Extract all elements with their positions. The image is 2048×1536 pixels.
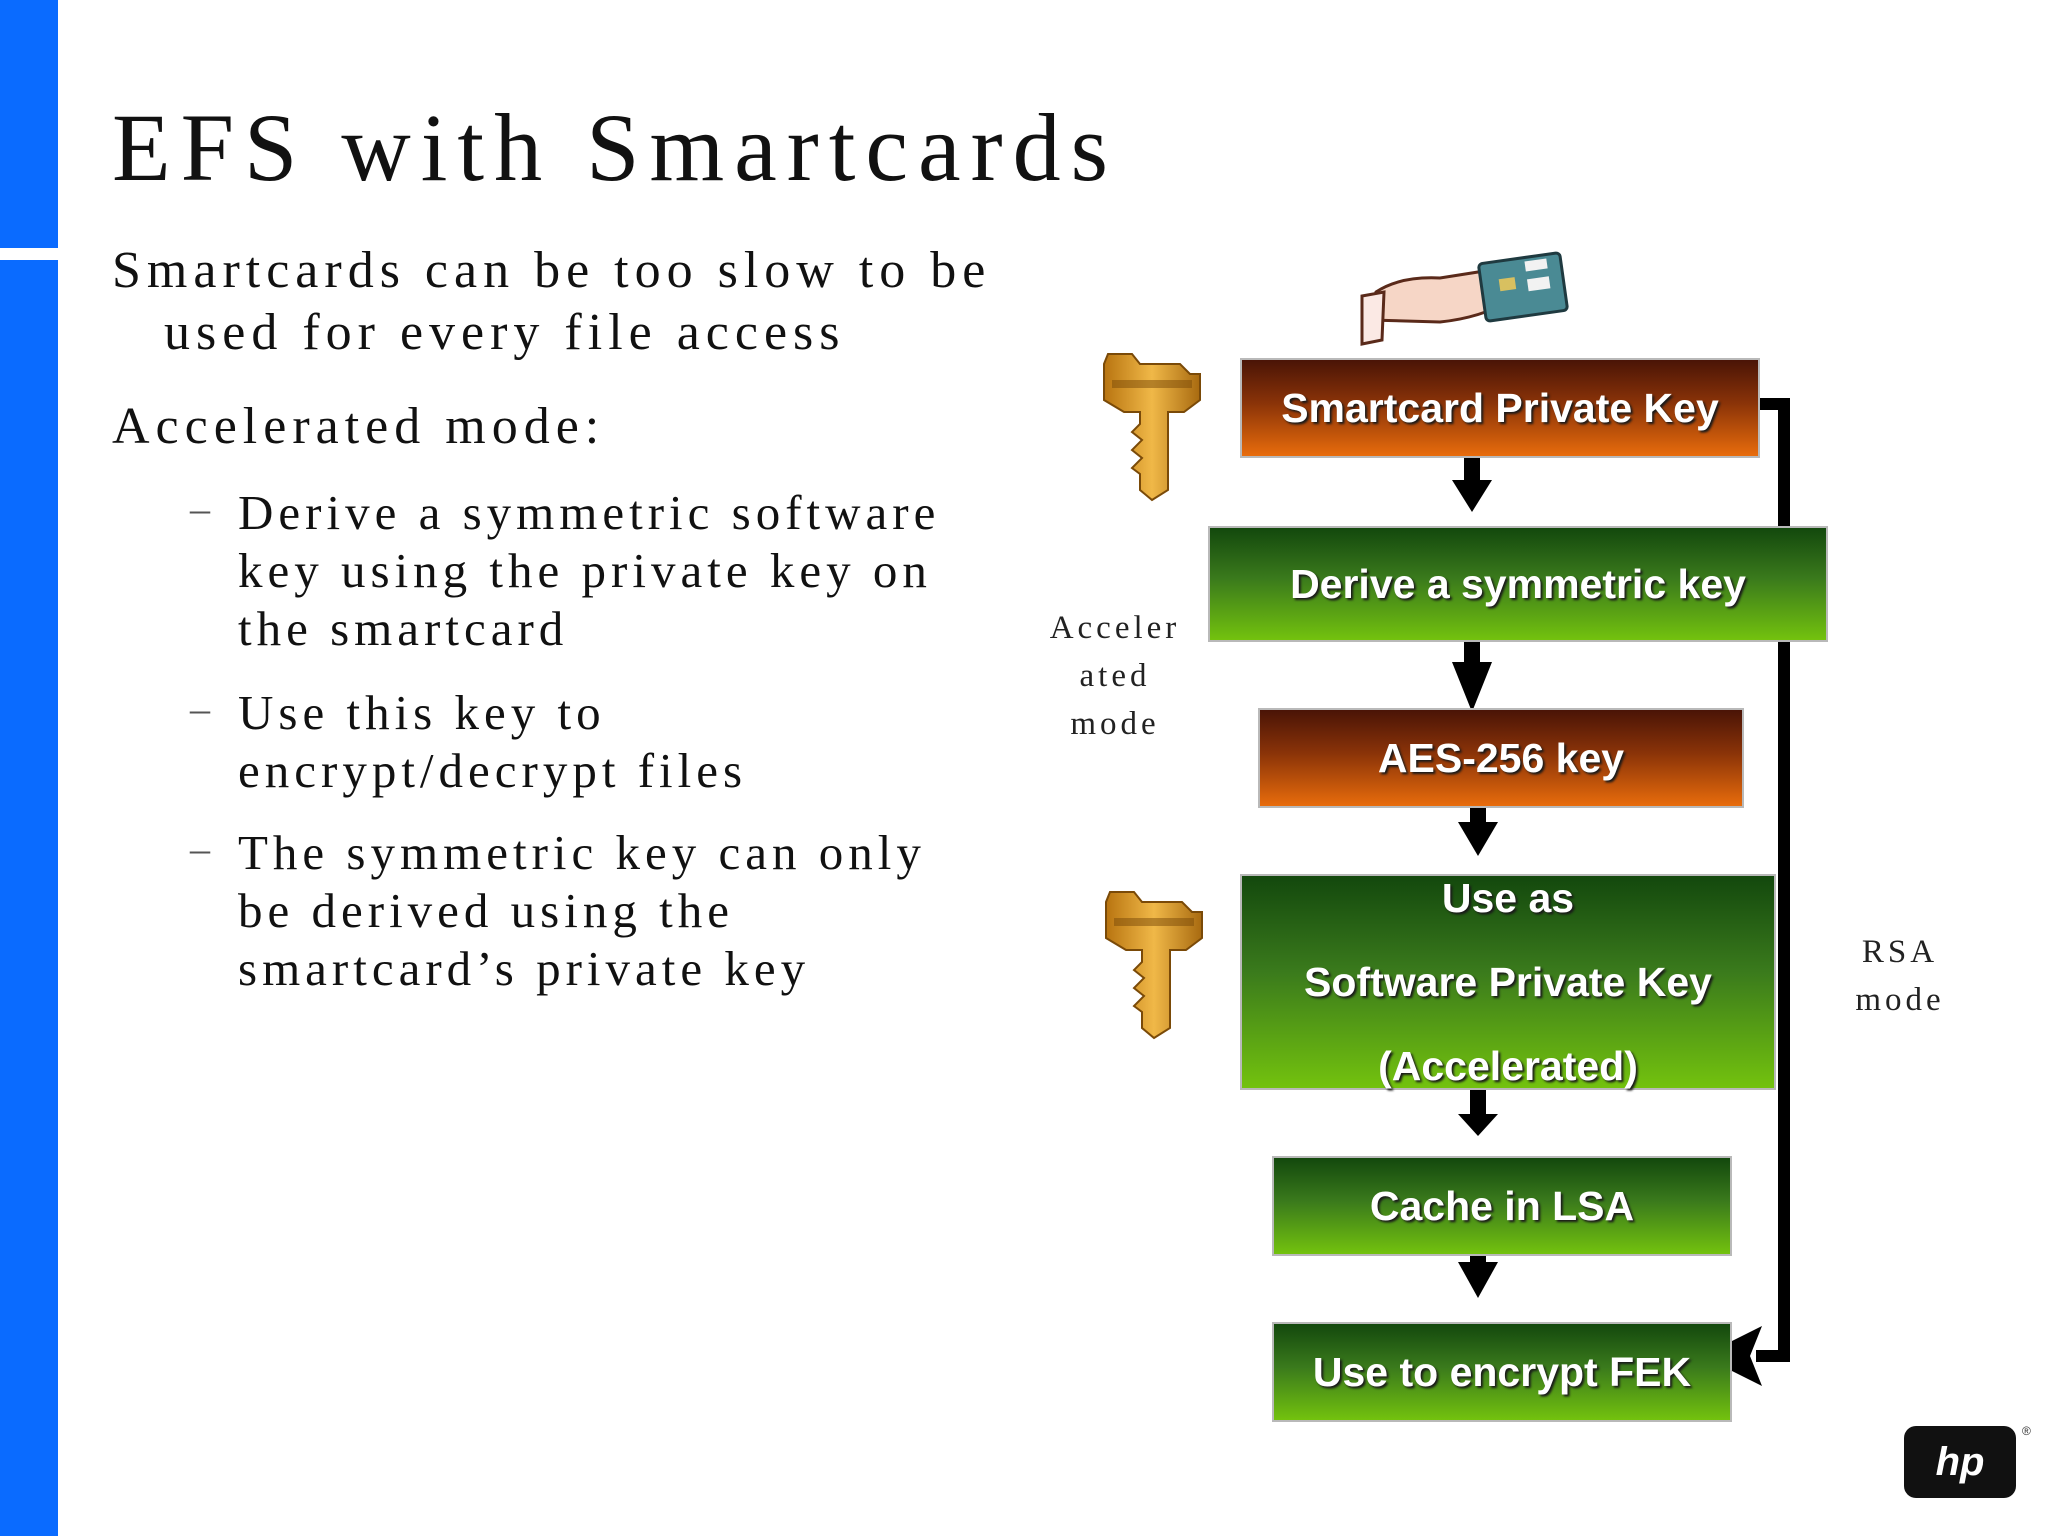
box-label: Use to encrypt FEK xyxy=(1312,1348,1692,1395)
box-smartcard-private-key xyxy=(1240,358,1760,458)
sub-bullet-text: The symmetric key can only be derived using the smartcard’s private key xyxy=(238,825,926,996)
sub-bullet-text: Derive a symmetric software key using the private key on the smartcard xyxy=(238,485,941,656)
hp-logo-icon xyxy=(1904,1426,2016,1498)
slide-title: EFS with Smartcards xyxy=(112,94,1118,201)
box-aes-256-key xyxy=(1258,708,1744,808)
box-label: Cache in LSA xyxy=(1369,1182,1635,1229)
down-arrow-icon xyxy=(1452,454,1492,512)
box-label: Smartcard Private Key xyxy=(1281,384,1719,431)
box-use-to-encrypt-fek xyxy=(1272,1322,1732,1422)
box-label: AES-256 key xyxy=(1377,734,1625,781)
key-icon xyxy=(1106,892,1202,1038)
box-software-private-key xyxy=(1240,874,1776,1090)
bullet-accelerated-mode: Accelerated mode: xyxy=(112,398,606,455)
key-icon xyxy=(1104,354,1200,500)
bullet-smartcards-slow: Smartcards can be too slow to be used for every file access xyxy=(112,242,992,361)
dash-marker: – xyxy=(190,486,210,531)
dash-marker: – xyxy=(190,826,210,871)
box-label-line: Use as xyxy=(1441,875,1575,921)
box-derive-symmetric-key xyxy=(1208,526,1828,642)
down-arrow-icon xyxy=(1452,636,1492,712)
box-label-line: Software Private Key xyxy=(1304,959,1712,1005)
rsa-mode-label: RSA mode xyxy=(1855,934,1945,1018)
hp-logo-text: hp xyxy=(1935,1439,1985,1484)
box-label-line: (Accelerated) xyxy=(1378,1043,1638,1089)
box-label: Derive a symmetric key xyxy=(1290,560,1746,607)
sub-bullet-text: Use this key to encrypt/decrypt files xyxy=(238,685,748,798)
accelerated-mode-label: Acceler ated mode xyxy=(1049,610,1181,742)
smartcard-hand-icon xyxy=(1362,253,1568,344)
registered-mark: ® xyxy=(2022,1424,2031,1438)
dash-marker: – xyxy=(190,686,210,731)
box-cache-in-lsa xyxy=(1272,1156,1732,1256)
